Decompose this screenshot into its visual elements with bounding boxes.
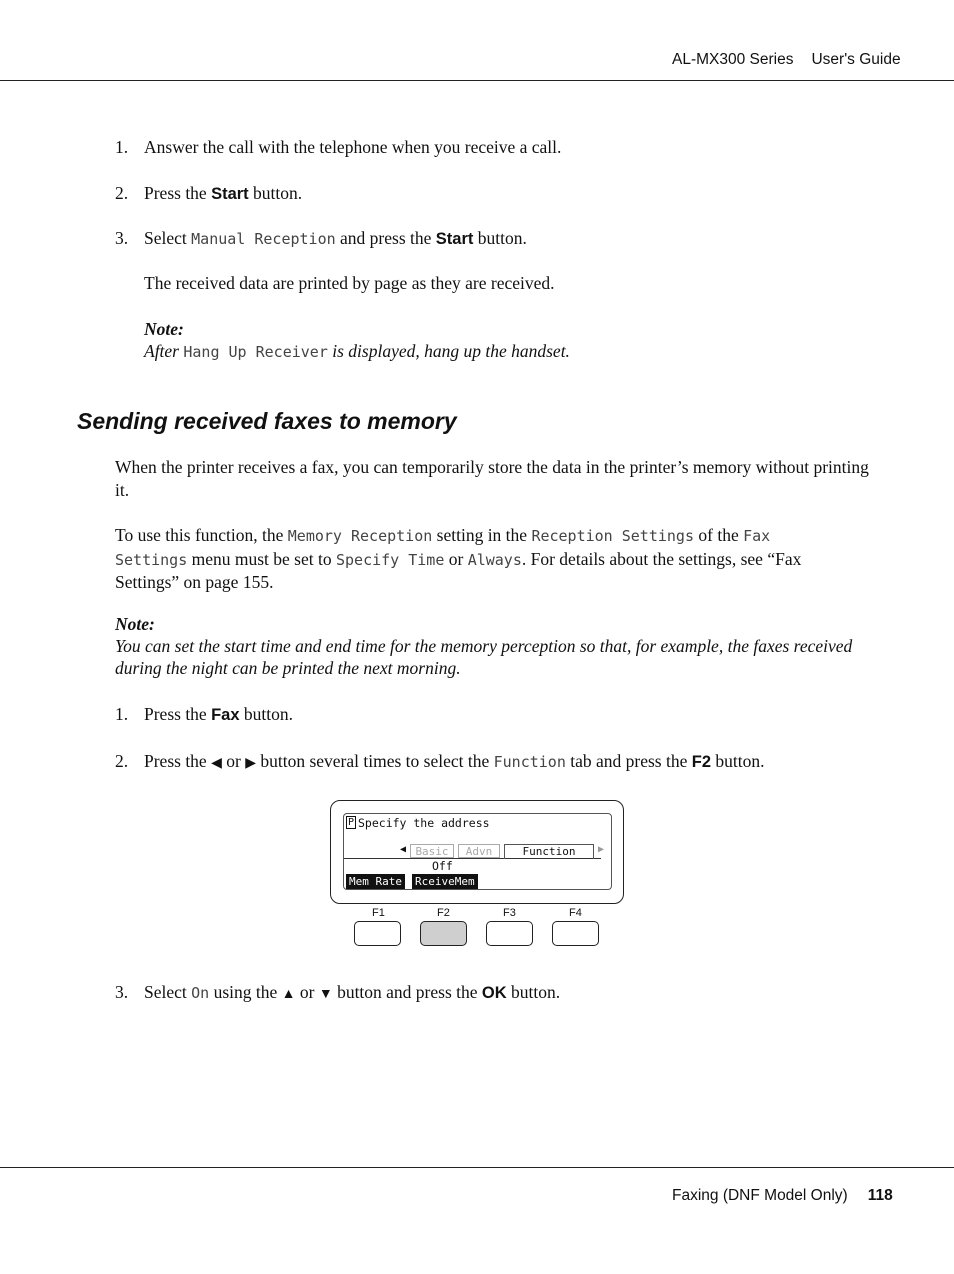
step-b2-number: 2. [115,751,129,771]
footer-rule [0,1167,954,1168]
tab-function: Function [504,844,594,859]
manual-reception-ref: Manual Reception [191,230,336,248]
start-button-ref: Start [211,185,249,203]
step-a3-detail: The received data are printed by page as they are received. [144,273,555,293]
tab-right-arrow-icon: ▶ [598,844,605,855]
step-b1-text: Press the Fax button. [144,704,293,724]
step-b1-number: 1. [115,704,129,724]
step-a1-number: 1. [115,137,129,157]
step-a2-number: 2. [115,183,129,203]
note1-text: After Hang Up Receiver is displayed, hang up the handset. [144,341,570,361]
step-b3-number: 3. [115,982,129,1002]
header-guide: User's Guide [811,51,901,68]
f2-function-label: RceiveMem [412,874,478,889]
tab-left-arrow-icon: ◀ [400,844,407,855]
page-number: 118 [867,1187,893,1204]
step-b2-text: Press the ◀ or ▶ button several times to select the Function tab and press the F2 button. [144,751,765,771]
left-arrow-icon: ◀ [211,756,222,771]
right-arrow-icon: ▶ [245,756,256,771]
note1-heading: Note: [144,319,184,339]
f1-key-label: F1 [372,907,385,919]
tab-basic: Basic [410,844,454,858]
fax-button-ref: Fax [211,706,240,724]
header-rule [0,80,954,81]
step-a2-text: Press the Start button. [144,183,303,203]
down-arrow-icon: ▼ [318,987,333,1002]
f2-key-label: F2 [437,907,450,919]
step-b3-text: Select On using the ▲ or ▼ button and press the OK button. [144,982,561,1002]
control-panel-illustration [330,800,624,904]
footer-section: Faxing (DNF Model Only) [672,1187,848,1204]
usage-paragraph: To use this function, the Memory Reception setting in the Reception Settings of the Fax Settings menu must be set to Specify Time or Always. For details about the settings, see “Fax Settings” on page 155. [115,525,802,592]
lcd-screen [343,813,612,890]
prompt-icon: P [348,817,355,828]
intro-paragraph: When the printer receives a fax, you can temporarily store the data in the printer’s memory without printing it. [115,457,869,500]
f4-key-label: F4 [569,907,582,919]
f1-button [354,921,401,946]
step-a1-text: Answer the call with the telephone when you receive a call. [144,137,562,157]
ok-button-ref: OK [481,984,507,1002]
lcd-prompt: Specify the address [358,816,490,830]
up-arrow-icon: ▲ [281,987,296,1002]
header-series: AL-MX300 Series [672,51,794,68]
f3-key-label: F3 [503,907,516,919]
note2-heading: Note: [115,614,155,634]
note2-line1: You can set the start time and end time for the memory perception so that, for example, the faxes received [115,636,853,656]
f1-function-label: Mem Rate [346,874,405,889]
step-a3-number: 3. [115,228,129,248]
lcd-value: Off [432,859,453,873]
note2-line2: during the night can be printed the next morning. [115,658,461,678]
f2-button [420,921,467,946]
f4-button [552,921,599,946]
step-a3-text: Select Manual Reception and press the Start button. [144,228,527,248]
f3-button [486,921,533,946]
tab-advn: Advn [458,844,500,858]
section-title: Sending received faxes to memory [77,408,457,434]
